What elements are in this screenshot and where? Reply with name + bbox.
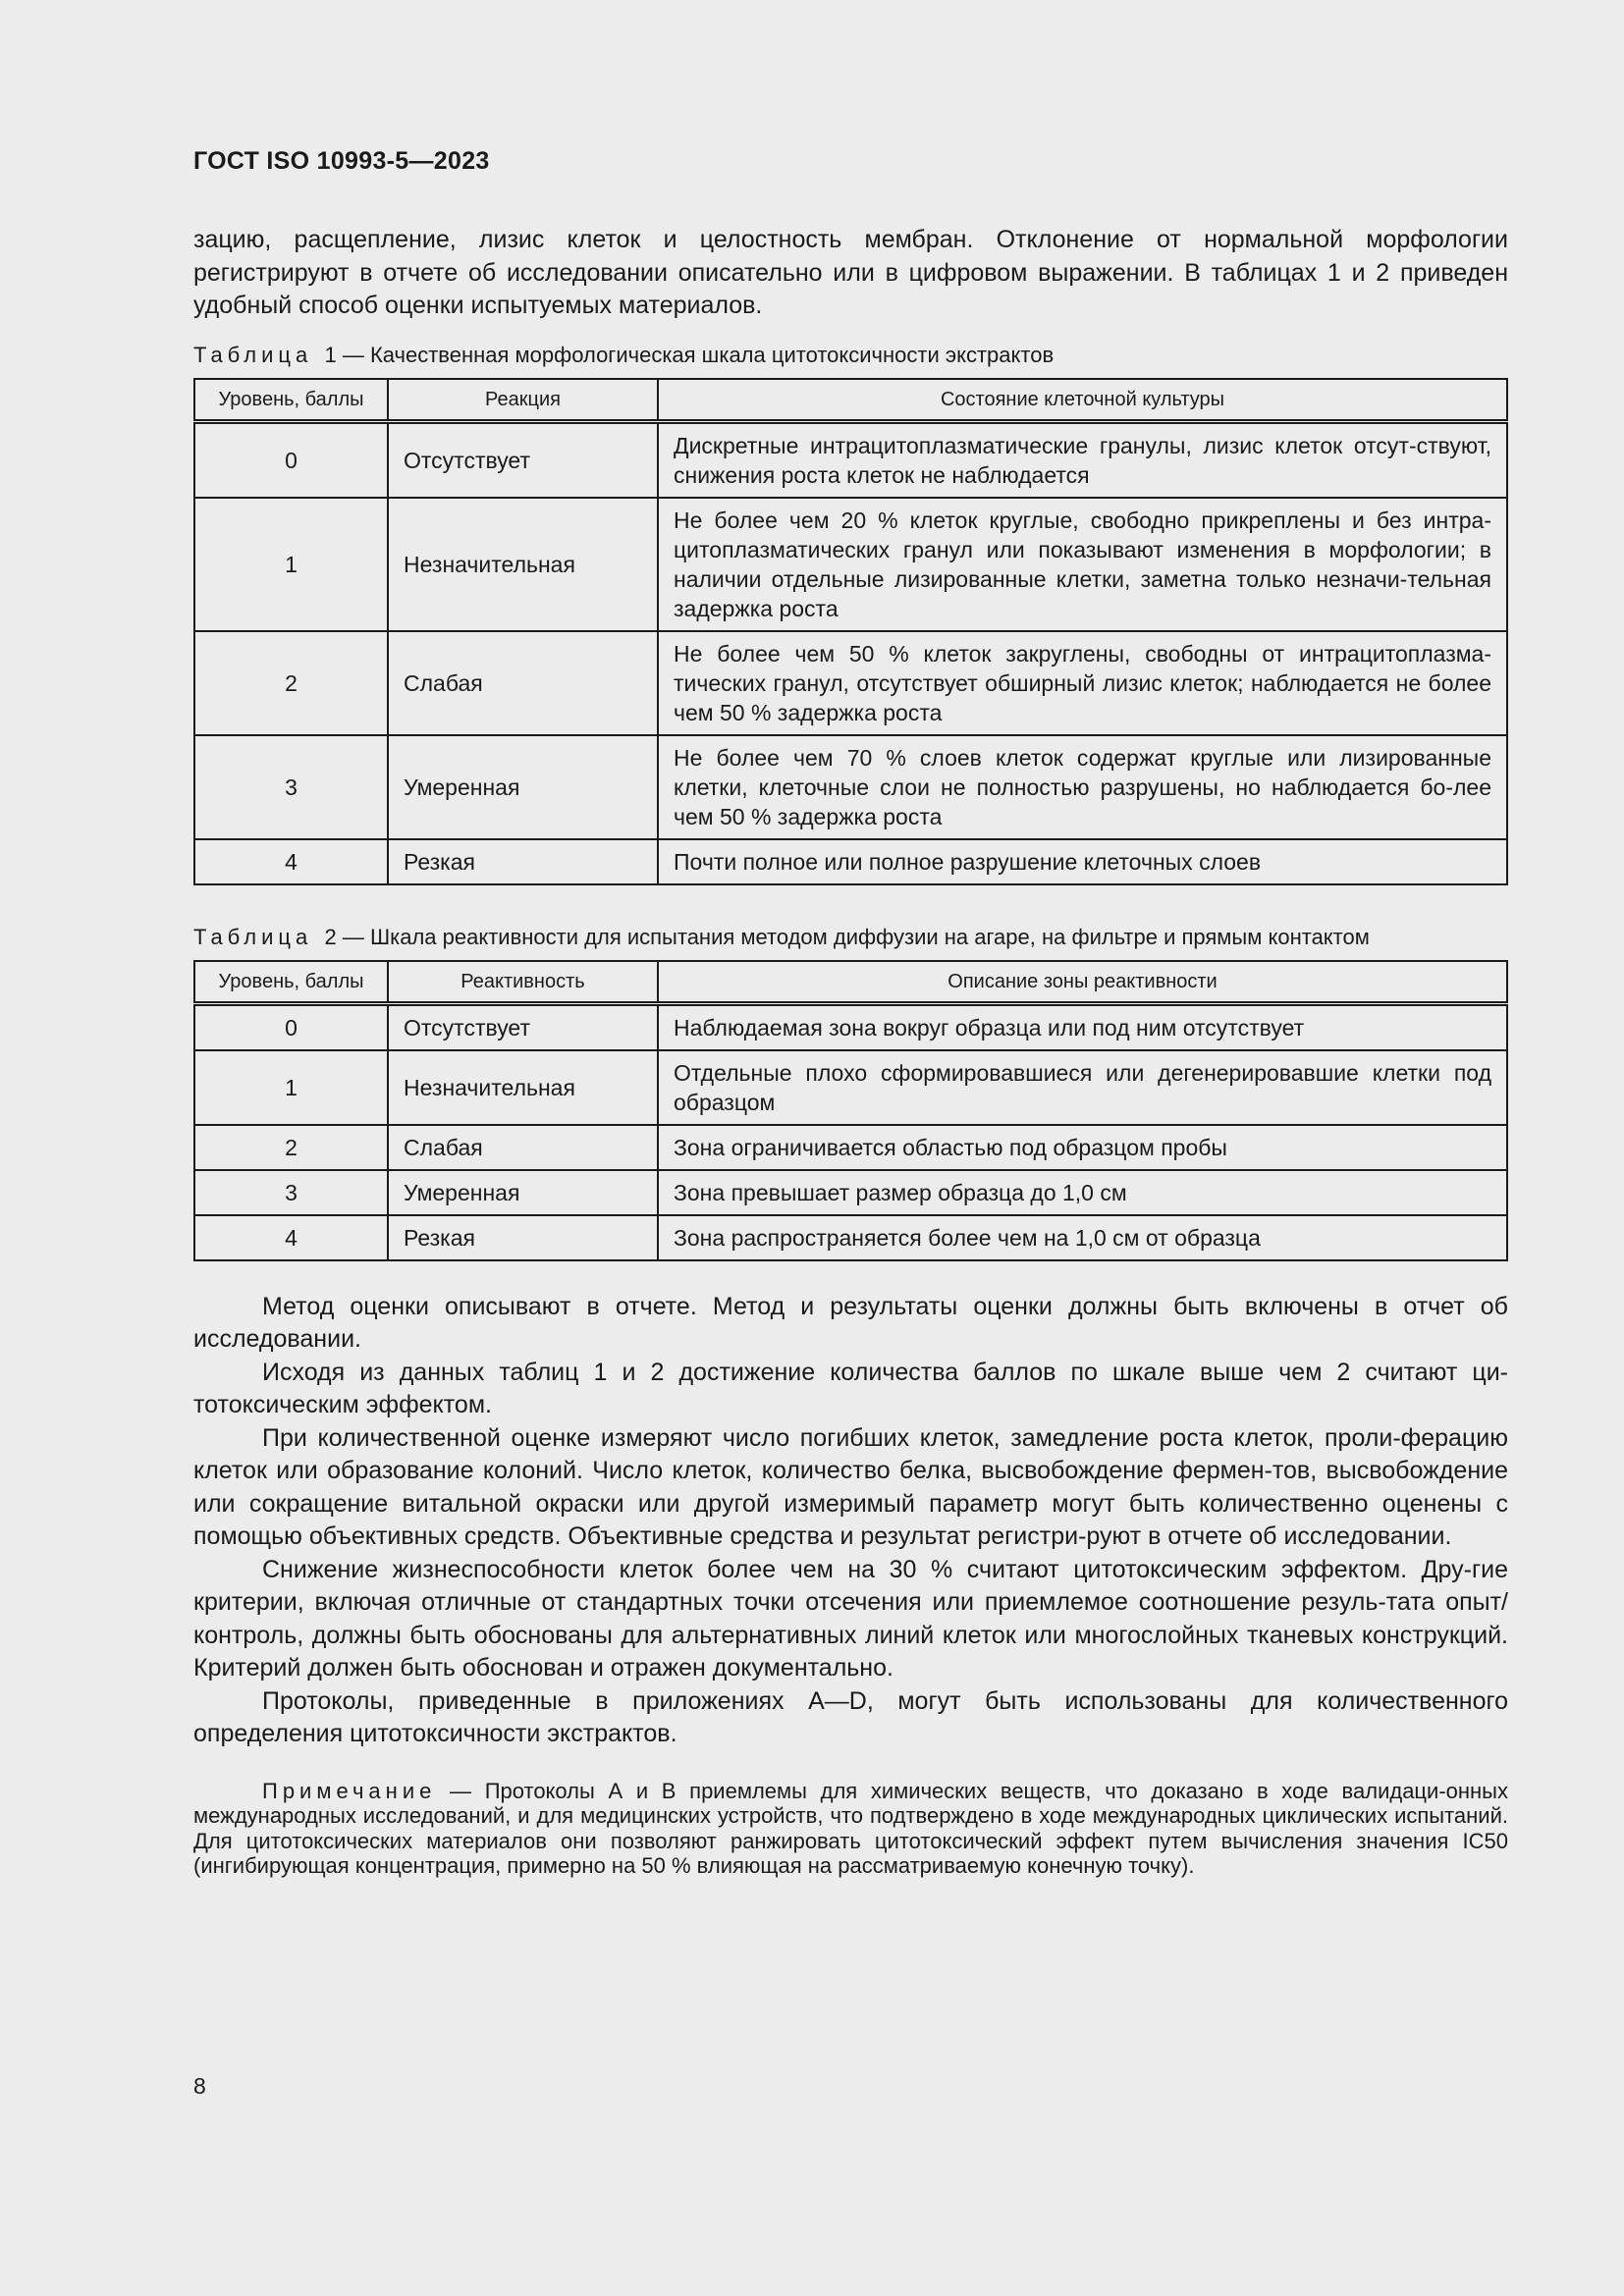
description-cell: Зона распространяется более чем на 1,0 см от образца <box>658 1215 1507 1260</box>
table2-header-reactivity: Реактивность <box>388 961 658 1004</box>
table-row <box>194 631 1507 735</box>
table1-header-state: Состояние клеточной культуры <box>658 379 1507 422</box>
level-cell: 3 <box>194 1170 388 1215</box>
table-row <box>194 1215 1507 1260</box>
body-paragraph: Исходя из данных таблиц 1 и 2 достижение количества баллов по шкале выше чем 2 считают ци-тотоксическим эффектом. <box>193 1358 1508 1418</box>
table-row <box>194 1050 1507 1125</box>
body-paragraphs <box>193 1291 1508 1751</box>
table2 <box>193 960 1508 1261</box>
table2-caption-label: Таблица <box>193 924 313 949</box>
description-cell: Не более чем 70 % слоев клеток содержат круглые или лизированные клетки, клеточные слои не полностью разрушены, но наблюдается бо-лее чем 50 % задержка роста <box>658 735 1507 839</box>
reaction-cell: Умеренная <box>388 735 658 839</box>
content <box>193 224 1508 1900</box>
description-cell: Зона ограничивается областью под образцом пробы <box>658 1125 1507 1170</box>
table2-caption-text: 2 — Шкала реактивности для испытания методом диффузии на агаре, на фильтре и прямым контактом <box>324 924 1370 949</box>
table1-header-reaction: Реакция <box>388 379 658 422</box>
body-paragraph: При количественной оценке измеряют число погибших клеток, замедление роста клеток, проли-ферацию клеток или образование колоний. Число клеток, количество белка, высвобождение фермен-тов, высвобождение или сокращение витальной окраски или другой измеримый параметр могут быть количественно оценены с помощью объективных средств. Объективные средства и результат регистри-руют в отчете об исследовании. <box>193 1423 1508 1550</box>
table-row <box>194 735 1507 839</box>
table1-caption <box>193 341 1508 370</box>
table-row <box>194 1170 1507 1215</box>
description-cell: Почти полное или полное разрушение клеточных слоев <box>658 839 1507 884</box>
table2-header-level: Уровень, баллы <box>194 961 388 1004</box>
reaction-cell: Отсутствует <box>388 1003 658 1050</box>
page-number: 8 <box>193 2073 206 2099</box>
reaction-cell: Умеренная <box>388 1170 658 1215</box>
note-text: — Протоколы А и В приемлемы для химических веществ, что доказано в ходе валидаци-онных международных исследований, и для медицинских устройств, что подтверждено в ходе международных циклических испытаний. Для цитотоксических материалов они позволяют ранжировать цитотоксический эффект путем вычисления значения IC50 (ингибирующая концентрация, примерно на 50 % влияющая на рассматриваемую конечную точку). <box>193 1778 1508 1878</box>
body-paragraph: Снижение жизнеспособности клеток более чем на 30 % считают цитотоксическим эффектом. Дру-гие критерии, включая отличные от стандартных точки отсечения или приемлемое соотношение резуль-тата опыт/контроль, должны быть обоснованы для альтернативных линий клеток или многослойных тканевых конструкций. Критерий должен быть обоснован и отражен документально. <box>193 1555 1508 1682</box>
level-cell: 4 <box>194 839 388 884</box>
level-cell: 0 <box>194 421 388 498</box>
table1 <box>193 378 1508 885</box>
reaction-cell: Резкая <box>388 1215 658 1260</box>
table-row <box>194 421 1507 498</box>
description-cell: Не более чем 20 % клеток круглые, свободно прикреплены и без интра-цитоплазматических гранул или показывают изменения в морфологии; в наличии отдельные лизированные клетки, заметна только незначи-тельная задержка роста <box>658 498 1507 631</box>
level-cell: 1 <box>194 1050 388 1125</box>
table1-caption-text: 1 — Качественная морфологическая шкала цитотоксичности экстрактов <box>324 342 1055 367</box>
body-paragraph: Метод оценки описывают в отчете. Метод и результаты оценки должны быть включены в отчет об исследовании. <box>193 1292 1508 1353</box>
level-cell: 1 <box>194 498 388 631</box>
reaction-cell: Отсутствует <box>388 421 658 498</box>
table-row <box>194 498 1507 631</box>
level-cell: 4 <box>194 1215 388 1260</box>
reaction-cell: Незначительная <box>388 1050 658 1125</box>
table2-caption <box>193 923 1508 952</box>
description-cell: Не более чем 50 % клеток закруглены, свободны от интрацитоплазма-тических гранул, отсутствует обширный лизис клеток; наблюдается не более чем 50 % задержка роста <box>658 631 1507 735</box>
table-row <box>194 1125 1507 1170</box>
note <box>193 1779 1508 1879</box>
body-paragraph: Протоколы, приведенные в приложениях А—D, могут быть использованы для количественного определения цитотоксичности экстрактов. <box>193 1686 1508 1747</box>
intro-paragraph: зацию, расщепление, лизис клеток и целостность мембран. Отклонение от нормальной морфологии регистрируют в отчете об исследовании описательно или в цифровом выражении. В таблицах 1 и 2 приведен удобный способ оценки испытуемых материалов. <box>193 226 1508 319</box>
description-cell: Зона превышает размер образца до 1,0 см <box>658 1170 1507 1215</box>
level-cell: 2 <box>194 1125 388 1170</box>
note-label: Примечание <box>262 1778 437 1803</box>
reaction-cell: Слабая <box>388 1125 658 1170</box>
reaction-cell: Резкая <box>388 839 658 884</box>
description-cell: Наблюдаемая зона вокруг образца или под ним отсутствует <box>658 1003 1507 1050</box>
table2-header-zone: Описание зоны реактивности <box>658 961 1507 1004</box>
level-cell: 3 <box>194 735 388 839</box>
table1-caption-label: Таблица <box>193 342 313 367</box>
reaction-cell: Слабая <box>388 631 658 735</box>
description-cell: Дискретные интрацитоплазматические гранулы, лизис клеток отсут-ствуют, снижения роста клеток не наблюдается <box>658 421 1507 498</box>
level-cell: 2 <box>194 631 388 735</box>
table-row <box>194 839 1507 884</box>
table-row <box>194 1003 1507 1050</box>
document-header: ГОСТ ISO 10993-5—2023 <box>193 147 490 175</box>
reaction-cell: Незначительная <box>388 498 658 631</box>
level-cell: 0 <box>194 1003 388 1050</box>
description-cell: Отдельные плохо сформировавшиеся или дегенерировавшие клетки под образцом <box>658 1050 1507 1125</box>
table1-header-level: Уровень, баллы <box>194 379 388 422</box>
